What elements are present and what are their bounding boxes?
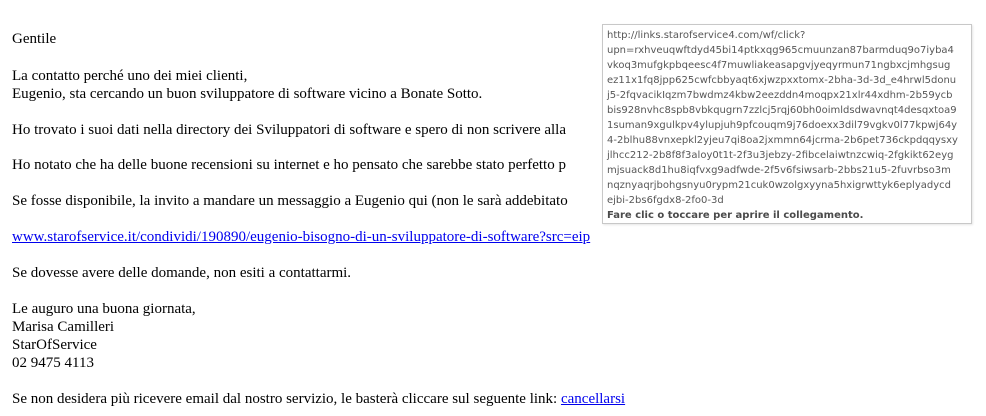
tooltip-url-line: ez11x1fq8jpp625cwfcbbyaqt6xjwzpxxtomx-2bha-3d-3d_e4hrwl5donu — [607, 75, 957, 86]
tooltip-url-line: j5-2fqvacikIqzm7bwdmz4kbw2eezddn4moqpx21xlr44xdhm-2b59ycb — [607, 90, 953, 101]
share-link-line — [12, 228, 590, 246]
unsubscribe-text: Se non desidera più ricevere email dal nostro servizio, le basterà cliccare sul seguente link: — [12, 391, 558, 407]
tooltip-hint: Fare clic o toccare per aprire il collegamento. — [607, 210, 864, 221]
tooltip-url-line: http://links.starofservice4.com/wf/click? — [607, 30, 806, 41]
paragraph-invitation: Se fosse disponibile, la invito a mandare un messaggio a Eugenio qui (non le sarà addebitato — [12, 193, 568, 209]
sender-name: Marisa Camilleri — [12, 319, 115, 335]
paragraph-intro-line2: Eugenio, sta cercando un buon sviluppatore di software vicino a Bonate Sotto. — [12, 86, 483, 102]
tooltip-url-line: upn=rxhveuqwftdyd45bi14ptkxqg965cmuunzan87barmduq9o7iyba4 — [607, 45, 954, 56]
tooltip-url-line: 4-2blhu88vnxepkl2yjeu7qi8oa2jxmmn64jcrma-2b6pet736ckpdqqysxy — [607, 135, 958, 146]
greeting: Gentile — [12, 31, 57, 47]
tooltip-url-line: vkoq3mufgkpbqeesc4f7muwliakeasapgvjyeqyrmun71ngbxcjmhgsug — [607, 60, 951, 71]
unsubscribe-link[interactable]: cancellarsi — [560, 391, 626, 407]
sender-phone: 02 9475 4113 — [12, 355, 94, 371]
paragraph-directory: Ho trovato i suoi dati nella directory dei Sviluppatori di software e spero di non scrivere alla — [12, 122, 567, 138]
tooltip-url-line: jlhcc212-2b8f8f3aloy0t1t-2f3u3jebzy-2fibcelaiwtnzcwiq-2fgkikt62eyg — [607, 150, 954, 161]
sender-company: StarOfService — [12, 337, 97, 353]
share-link[interactable]: www.starofservice.it/condividi/190890/eugenio-bisogno-di-un-sviluppatore-di-software?src=eip — [12, 229, 591, 245]
tooltip-url-line: ejbi-2bs6fgdx8-2fo0-3d — [607, 195, 724, 206]
closing: Le auguro una buona giornata, — [12, 301, 196, 317]
paragraph-questions: Se dovesse avere delle domande, non esiti a contattarmi. — [12, 265, 352, 281]
link-tooltip — [602, 24, 972, 224]
paragraph-intro-line1: La contatto perché uno dei miei clienti, — [12, 68, 248, 84]
tooltip-url-line: bis928nvhc8spb8vbkqugrn7zzlcj5rqj60bh0oimldsdwavnqt4desqxtoa9 — [607, 105, 957, 116]
tooltip-url-line: nqznyaqrjbohgsnyu0rypm21cuk0wzolgxyyna5hxigrwttyk6eplyadycd — [607, 180, 951, 191]
tooltip-url-line: 1suman9xgulkpv4ylupjuh9pfcouqm9j76doexx3dil79vgkv0l77kpwj64y — [607, 120, 958, 131]
unsubscribe-line — [12, 390, 625, 408]
tooltip-url-line: mjsuack8d1hu8iqfvxg9adfwde-2f5v6fsiwsarb-2bbs21u5-2fuvrbso3m — [607, 165, 951, 176]
paragraph-reviews: Ho notato che ha delle buone recensioni su internet e ho pensato che sarebbe stato perfetto p — [12, 157, 566, 173]
